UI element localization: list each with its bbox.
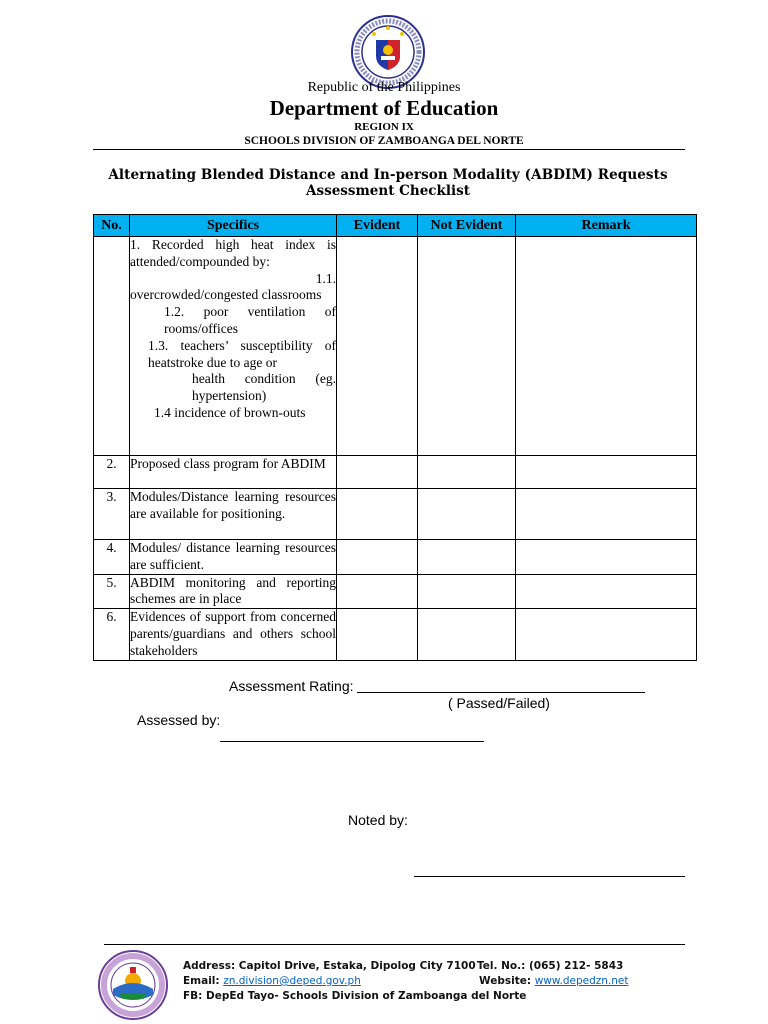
- row-specifics: Modules/ distance learning resources are sufficient.: [130, 540, 337, 575]
- spec-line: 1.2. poor ventilation of rooms/offices: [164, 304, 336, 336]
- col-header-specifics: Specifics: [130, 215, 337, 237]
- header-divider: [93, 149, 685, 150]
- footer-email-link[interactable]: zn.division@deped.gov.ph: [223, 975, 361, 987]
- footer-address: Address: Capitol Drive, Estaka, Dipolog City 7100: [183, 960, 476, 972]
- footer-website-row: [479, 975, 629, 987]
- row-number: 6.: [94, 609, 130, 660]
- footer-email-label: Email:: [183, 975, 220, 987]
- document-subtitle: Assessment Checklist: [306, 183, 470, 199]
- footer-email-row: [183, 975, 361, 987]
- remark-cell[interactable]: [516, 574, 697, 609]
- remark-cell[interactable]: [516, 237, 697, 456]
- spec-line: 1.1.: [315, 270, 336, 286]
- noted-by-label: Noted by:: [348, 812, 408, 828]
- table-row: [94, 237, 697, 456]
- col-header-not-evident: Not Evident: [418, 215, 516, 237]
- row-specifics: ABDIM monitoring and reporting schemes are in place: [130, 574, 337, 609]
- deped-seal-logo: [350, 14, 426, 90]
- region-line: REGION IX: [354, 121, 414, 133]
- spec-line: 1.4 incidence of brown-outs: [154, 404, 306, 420]
- rating-hint: ( Passed/Failed): [448, 695, 550, 711]
- assessment-rating-line[interactable]: [357, 692, 645, 693]
- row-specifics: [130, 237, 337, 456]
- row-number: 4.: [94, 540, 130, 575]
- table-row: [94, 540, 697, 575]
- evident-cell[interactable]: [337, 456, 418, 489]
- assessment-rating-label: Assessment Rating:: [229, 678, 354, 694]
- evident-cell[interactable]: [337, 540, 418, 575]
- row-number: 2.: [94, 456, 130, 489]
- row-number: 3.: [94, 489, 130, 540]
- document-title: Alternating Blended Distance and In-person Modality (ABDIM) Requests: [108, 167, 668, 183]
- row-number: 5.: [94, 574, 130, 609]
- footer-website-link[interactable]: www.depedzn.net: [534, 975, 629, 987]
- not-evident-cell[interactable]: [418, 456, 516, 489]
- table-header-row: [94, 215, 697, 237]
- footer-divider: [104, 944, 685, 945]
- remark-cell[interactable]: [516, 489, 697, 540]
- noted-by-signature-line[interactable]: [414, 876, 685, 877]
- col-header-evident: Evident: [337, 215, 418, 237]
- evident-cell[interactable]: [337, 237, 418, 456]
- footer-tel: Tel. No.: (065) 212- 5843: [477, 960, 624, 972]
- row-specifics: Evidences of support from concerned parents/guardians and others school stakeholders: [130, 609, 337, 660]
- republic-line: Republic of the Philippines: [307, 80, 461, 95]
- evident-cell[interactable]: [337, 489, 418, 540]
- evident-cell[interactable]: [337, 609, 418, 660]
- not-evident-cell[interactable]: [418, 540, 516, 575]
- spec-line: overcrowded/congested classrooms: [130, 287, 322, 303]
- table-row: [94, 456, 697, 489]
- remark-cell[interactable]: [516, 456, 697, 489]
- row-specifics: Modules/Distance learning resources are available for positioning.: [130, 489, 337, 540]
- deped-division-seal-logo: [97, 949, 169, 1021]
- assessed-by-signature-line[interactable]: [220, 741, 484, 742]
- row-number: [94, 237, 130, 456]
- col-header-no: No.: [94, 215, 130, 237]
- row-specifics: Proposed class program for ABDIM: [130, 456, 337, 489]
- footer-website-label: Website:: [479, 975, 532, 987]
- table-row: [94, 489, 697, 540]
- not-evident-cell[interactable]: [418, 489, 516, 540]
- spec-line: 1.3. teachers’ susceptibility of heatstroke due to age or: [148, 337, 336, 370]
- remark-cell[interactable]: [516, 540, 697, 575]
- table-row: [94, 574, 697, 609]
- not-evident-cell[interactable]: [418, 574, 516, 609]
- assessed-by-label: Assessed by:: [137, 712, 221, 728]
- not-evident-cell[interactable]: [418, 237, 516, 456]
- footer-fb: FB: DepEd Tayo- Schools Division of Zamboanga del Norte: [183, 990, 527, 1002]
- department-title: Department of Education: [269, 96, 499, 120]
- checklist-table: [93, 214, 697, 661]
- not-evident-cell[interactable]: [418, 609, 516, 660]
- table-row: [94, 609, 697, 660]
- evident-cell[interactable]: [337, 574, 418, 609]
- spec-line: 1. Recorded high heat index is attended/compounded by:: [130, 237, 336, 269]
- spec-line: health condition (eg. hypertension): [192, 371, 336, 404]
- division-line: SCHOOLS DIVISION OF ZAMBOANGA DEL NORTE: [244, 135, 524, 147]
- remark-cell[interactable]: [516, 609, 697, 660]
- col-header-remark: Remark: [516, 215, 697, 237]
